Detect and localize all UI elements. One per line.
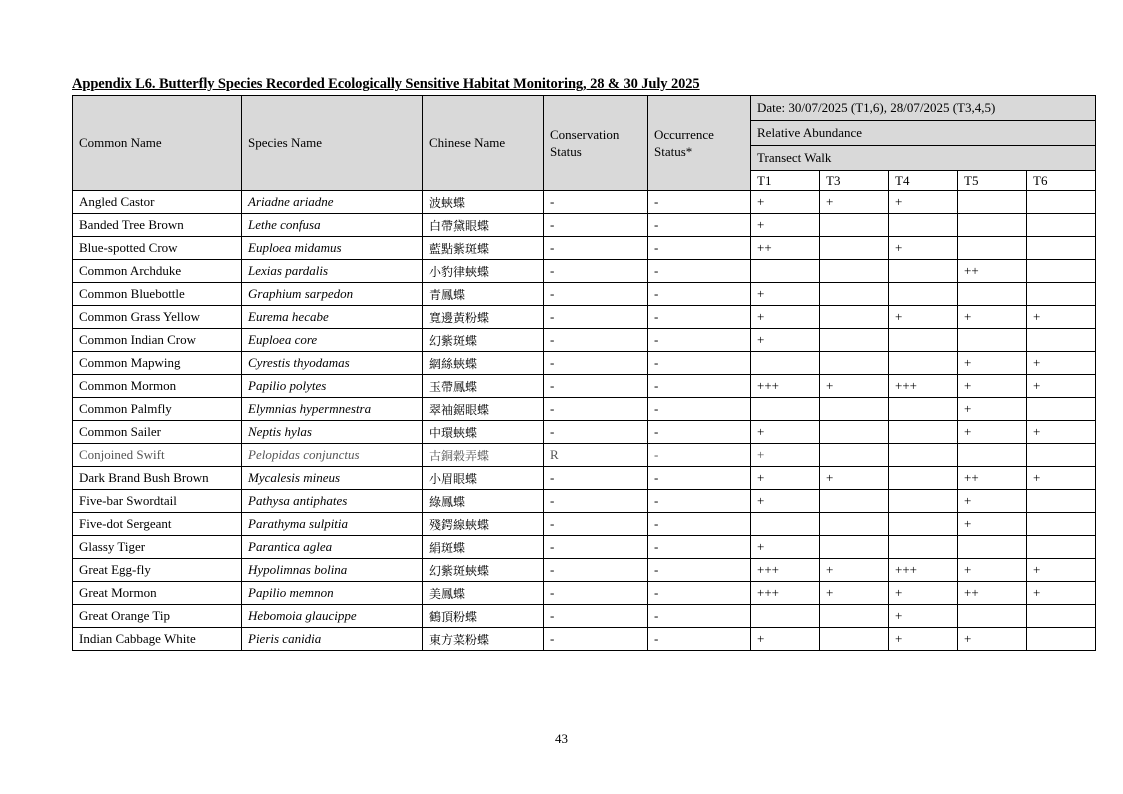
cell-conservation-status: - <box>544 582 648 605</box>
cell-occurrence-status: - <box>648 444 751 467</box>
cell-abundance-t4: +++ <box>889 559 958 582</box>
cell-abundance-t6: + <box>1027 352 1096 375</box>
cell-abundance-t6 <box>1027 260 1096 283</box>
cell-abundance-t1: + <box>751 628 820 651</box>
cell-species-name: Ariadne ariadne <box>242 191 423 214</box>
cell-abundance-t1: +++ <box>751 559 820 582</box>
cell-common-name: Common Bluebottle <box>73 283 242 306</box>
cell-abundance-t3 <box>820 605 889 628</box>
cell-common-name: Dark Brand Bush Brown <box>73 467 242 490</box>
header-chinese-name: Chinese Name <box>423 96 544 191</box>
cell-species-name: Mycalesis mineus <box>242 467 423 490</box>
cell-species-name: Pelopidas conjunctus <box>242 444 423 467</box>
cell-species-name: Pathysa antiphates <box>242 490 423 513</box>
cell-species-name: Graphium sarpedon <box>242 283 423 306</box>
cell-chinese-name: 青鳳蝶 <box>423 283 544 306</box>
header-date: Date: 30/07/2025 (T1,6), 28/07/2025 (T3,4,5) <box>751 96 1096 121</box>
cell-abundance-t4 <box>889 214 958 237</box>
cell-abundance-t4 <box>889 444 958 467</box>
cell-abundance-t3: + <box>820 375 889 398</box>
table-row <box>73 398 1096 421</box>
cell-abundance-t5 <box>958 536 1027 559</box>
cell-chinese-name: 藍點紫斑蝶 <box>423 237 544 260</box>
cell-abundance-t5: ++ <box>958 467 1027 490</box>
cell-species-name: Hypolimnas bolina <box>242 559 423 582</box>
cell-occurrence-status: - <box>648 191 751 214</box>
cell-abundance-t6 <box>1027 214 1096 237</box>
cell-occurrence-status: - <box>648 398 751 421</box>
table-row <box>73 513 1096 536</box>
cell-abundance-t6: + <box>1027 421 1096 444</box>
cell-chinese-name: 寬邊黃粉蝶 <box>423 306 544 329</box>
cell-abundance-t6 <box>1027 191 1096 214</box>
cell-abundance-t1: + <box>751 421 820 444</box>
cell-abundance-t6 <box>1027 490 1096 513</box>
cell-conservation-status: - <box>544 421 648 444</box>
cell-abundance-t3 <box>820 513 889 536</box>
cell-abundance-t5 <box>958 283 1027 306</box>
cell-abundance-t5 <box>958 214 1027 237</box>
cell-chinese-name: 鶴頂粉蝶 <box>423 605 544 628</box>
cell-occurrence-status: - <box>648 329 751 352</box>
cell-occurrence-status: - <box>648 559 751 582</box>
cell-abundance-t1: + <box>751 467 820 490</box>
cell-species-name: Papilio memnon <box>242 582 423 605</box>
header-transect-t4: T4 <box>889 171 958 191</box>
cell-chinese-name: 小眉眼蝶 <box>423 467 544 490</box>
cell-species-name: Neptis hylas <box>242 421 423 444</box>
header-transect-t6: T6 <box>1027 171 1096 191</box>
cell-abundance-t5 <box>958 329 1027 352</box>
cell-common-name: Five-dot Sergeant <box>73 513 242 536</box>
cell-abundance-t4: + <box>889 306 958 329</box>
cell-species-name: Parathyma sulpitia <box>242 513 423 536</box>
cell-conservation-status: - <box>544 536 648 559</box>
cell-occurrence-status: - <box>648 536 751 559</box>
table-row <box>73 582 1096 605</box>
cell-abundance-t1: + <box>751 536 820 559</box>
butterfly-species-table <box>72 95 1096 651</box>
cell-common-name: Common Grass Yellow <box>73 306 242 329</box>
table-row <box>73 444 1096 467</box>
cell-abundance-t6 <box>1027 283 1096 306</box>
cell-abundance-t3 <box>820 421 889 444</box>
cell-abundance-t4 <box>889 283 958 306</box>
cell-species-name: Hebomoia glaucippe <box>242 605 423 628</box>
cell-abundance-t1: + <box>751 490 820 513</box>
cell-common-name: Banded Tree Brown <box>73 214 242 237</box>
header-relative-abundance: Relative Abundance <box>751 121 1096 146</box>
cell-abundance-t1: ++ <box>751 237 820 260</box>
cell-abundance-t3 <box>820 329 889 352</box>
cell-abundance-t4 <box>889 421 958 444</box>
cell-common-name: Common Palmfly <box>73 398 242 421</box>
cell-occurrence-status: - <box>648 513 751 536</box>
cell-species-name: Lethe confusa <box>242 214 423 237</box>
cell-common-name: Great Egg-fly <box>73 559 242 582</box>
table-row <box>73 605 1096 628</box>
header-conservation-status: Conservation Status <box>544 96 648 191</box>
cell-abundance-t6 <box>1027 628 1096 651</box>
cell-conservation-status: - <box>544 605 648 628</box>
cell-common-name: Common Mapwing <box>73 352 242 375</box>
cell-species-name: Euploea midamus <box>242 237 423 260</box>
header-common-name: Common Name <box>73 96 242 191</box>
cell-abundance-t4 <box>889 398 958 421</box>
cell-chinese-name: 東方菜粉蝶 <box>423 628 544 651</box>
cell-abundance-t6 <box>1027 605 1096 628</box>
cell-abundance-t6: + <box>1027 306 1096 329</box>
cell-conservation-status: - <box>544 352 648 375</box>
cell-common-name: Glassy Tiger <box>73 536 242 559</box>
cell-occurrence-status: - <box>648 306 751 329</box>
cell-abundance-t5: + <box>958 398 1027 421</box>
cell-abundance-t6: + <box>1027 582 1096 605</box>
cell-abundance-t5: + <box>958 375 1027 398</box>
cell-abundance-t4 <box>889 352 958 375</box>
cell-abundance-t3 <box>820 490 889 513</box>
cell-common-name: Common Mormon <box>73 375 242 398</box>
cell-abundance-t1: + <box>751 191 820 214</box>
cell-species-name: Cyrestis thyodamas <box>242 352 423 375</box>
table-row <box>73 490 1096 513</box>
cell-chinese-name: 幻紫斑蛺蝶 <box>423 559 544 582</box>
cell-abundance-t6: + <box>1027 559 1096 582</box>
cell-abundance-t5 <box>958 191 1027 214</box>
cell-abundance-t5 <box>958 605 1027 628</box>
cell-abundance-t4: + <box>889 605 958 628</box>
cell-conservation-status: - <box>544 398 648 421</box>
table-row <box>73 375 1096 398</box>
table-row <box>73 260 1096 283</box>
table-row <box>73 283 1096 306</box>
table-body <box>73 191 1096 651</box>
cell-abundance-t3: + <box>820 582 889 605</box>
cell-abundance-t6: + <box>1027 467 1096 490</box>
cell-conservation-status: - <box>544 513 648 536</box>
cell-conservation-status: - <box>544 559 648 582</box>
cell-abundance-t4: + <box>889 191 958 214</box>
cell-abundance-t1 <box>751 605 820 628</box>
cell-species-name: Eurema hecabe <box>242 306 423 329</box>
cell-abundance-t4 <box>889 260 958 283</box>
cell-abundance-t6 <box>1027 536 1096 559</box>
table-row <box>73 329 1096 352</box>
cell-common-name: Common Sailer <box>73 421 242 444</box>
cell-conservation-status: - <box>544 214 648 237</box>
header-transect-t3: T3 <box>820 171 889 191</box>
cell-chinese-name: 綠鳳蝶 <box>423 490 544 513</box>
cell-abundance-t1: + <box>751 444 820 467</box>
cell-occurrence-status: - <box>648 582 751 605</box>
cell-abundance-t5: ++ <box>958 582 1027 605</box>
page-title: Appendix L6. Butterfly Species Recorded Ecologically Sensitive Habitat Monitoring, 28 & 30 July 2025 <box>72 76 700 92</box>
cell-common-name: Common Archduke <box>73 260 242 283</box>
cell-chinese-name: 網絲蛺蝶 <box>423 352 544 375</box>
cell-occurrence-status: - <box>648 628 751 651</box>
cell-occurrence-status: - <box>648 283 751 306</box>
cell-abundance-t1: + <box>751 329 820 352</box>
cell-abundance-t4 <box>889 329 958 352</box>
cell-abundance-t1: +++ <box>751 582 820 605</box>
cell-abundance-t5: + <box>958 513 1027 536</box>
cell-common-name: Indian Cabbage White <box>73 628 242 651</box>
cell-abundance-t4: + <box>889 628 958 651</box>
cell-conservation-status: - <box>544 490 648 513</box>
cell-abundance-t5: + <box>958 421 1027 444</box>
cell-chinese-name: 殘鍔線蛺蝶 <box>423 513 544 536</box>
cell-abundance-t3 <box>820 536 889 559</box>
cell-abundance-t6 <box>1027 329 1096 352</box>
cell-abundance-t1 <box>751 352 820 375</box>
cell-abundance-t3 <box>820 306 889 329</box>
cell-abundance-t6 <box>1027 444 1096 467</box>
cell-abundance-t3 <box>820 628 889 651</box>
cell-abundance-t3 <box>820 283 889 306</box>
cell-species-name: Euploea core <box>242 329 423 352</box>
cell-conservation-status: R <box>544 444 648 467</box>
cell-abundance-t6 <box>1027 513 1096 536</box>
cell-abundance-t5 <box>958 444 1027 467</box>
cell-abundance-t5 <box>958 237 1027 260</box>
cell-conservation-status: - <box>544 628 648 651</box>
cell-abundance-t6: + <box>1027 375 1096 398</box>
cell-species-name: Lexias pardalis <box>242 260 423 283</box>
table-row <box>73 421 1096 444</box>
cell-conservation-status: - <box>544 191 648 214</box>
cell-occurrence-status: - <box>648 375 751 398</box>
cell-common-name: Great Orange Tip <box>73 605 242 628</box>
cell-abundance-t3: + <box>820 559 889 582</box>
cell-conservation-status: - <box>544 260 648 283</box>
cell-abundance-t3 <box>820 398 889 421</box>
cell-occurrence-status: - <box>648 605 751 628</box>
table-row <box>73 352 1096 375</box>
cell-abundance-t4: +++ <box>889 375 958 398</box>
cell-abundance-t3 <box>820 352 889 375</box>
cell-conservation-status: - <box>544 283 648 306</box>
cell-common-name: Common Indian Crow <box>73 329 242 352</box>
cell-chinese-name: 中環蛺蝶 <box>423 421 544 444</box>
table-row <box>73 467 1096 490</box>
header-species-name: Species Name <box>242 96 423 191</box>
table-row <box>73 536 1096 559</box>
cell-abundance-t4: + <box>889 237 958 260</box>
cell-abundance-t5: + <box>958 352 1027 375</box>
cell-abundance-t3 <box>820 214 889 237</box>
cell-occurrence-status: - <box>648 260 751 283</box>
cell-conservation-status: - <box>544 306 648 329</box>
cell-chinese-name: 白帶黛眼蝶 <box>423 214 544 237</box>
table-row <box>73 214 1096 237</box>
cell-chinese-name: 美鳳蝶 <box>423 582 544 605</box>
cell-common-name: Blue-spotted Crow <box>73 237 242 260</box>
cell-chinese-name: 絹斑蝶 <box>423 536 544 559</box>
header-transect-walk: Transect Walk <box>751 146 1096 171</box>
cell-abundance-t3: + <box>820 467 889 490</box>
cell-abundance-t4: + <box>889 582 958 605</box>
cell-common-name: Conjoined Swift <box>73 444 242 467</box>
table-row <box>73 191 1096 214</box>
cell-abundance-t6 <box>1027 398 1096 421</box>
cell-conservation-status: - <box>544 375 648 398</box>
cell-abundance-t1: +++ <box>751 375 820 398</box>
cell-common-name: Great Mormon <box>73 582 242 605</box>
cell-occurrence-status: - <box>648 214 751 237</box>
cell-conservation-status: - <box>544 329 648 352</box>
cell-abundance-t3 <box>820 444 889 467</box>
cell-occurrence-status: - <box>648 352 751 375</box>
cell-chinese-name: 古銅穀弄蝶 <box>423 444 544 467</box>
cell-abundance-t1: + <box>751 283 820 306</box>
cell-species-name: Elymnias hypermnestra <box>242 398 423 421</box>
cell-chinese-name: 幻紫斑蝶 <box>423 329 544 352</box>
cell-abundance-t4 <box>889 536 958 559</box>
page-number: 43 <box>555 731 568 746</box>
cell-common-name: Five-bar Swordtail <box>73 490 242 513</box>
header-transect-t5: T5 <box>958 171 1027 191</box>
header-occurrence-status: Occurrence Status* <box>648 96 751 191</box>
cell-occurrence-status: - <box>648 490 751 513</box>
cell-abundance-t5: + <box>958 306 1027 329</box>
table-row <box>73 306 1096 329</box>
cell-abundance-t1: + <box>751 306 820 329</box>
table-row <box>73 237 1096 260</box>
cell-chinese-name: 玉帶鳳蝶 <box>423 375 544 398</box>
cell-abundance-t1 <box>751 260 820 283</box>
cell-chinese-name: 翠袖鋸眼蝶 <box>423 398 544 421</box>
cell-conservation-status: - <box>544 467 648 490</box>
cell-abundance-t3 <box>820 237 889 260</box>
cell-occurrence-status: - <box>648 237 751 260</box>
cell-occurrence-status: - <box>648 421 751 444</box>
cell-abundance-t1: + <box>751 214 820 237</box>
cell-conservation-status: - <box>544 237 648 260</box>
cell-abundance-t4 <box>889 490 958 513</box>
cell-abundance-t3: + <box>820 191 889 214</box>
cell-abundance-t5: + <box>958 490 1027 513</box>
cell-common-name: Angled Castor <box>73 191 242 214</box>
cell-species-name: Papilio polytes <box>242 375 423 398</box>
cell-abundance-t3 <box>820 260 889 283</box>
cell-chinese-name: 小豹律蛺蝶 <box>423 260 544 283</box>
table-row <box>73 628 1096 651</box>
table-row <box>73 559 1096 582</box>
cell-chinese-name: 波蛺蝶 <box>423 191 544 214</box>
cell-species-name: Pieris canidia <box>242 628 423 651</box>
cell-abundance-t5: + <box>958 559 1027 582</box>
cell-abundance-t5: ++ <box>958 260 1027 283</box>
cell-abundance-t4 <box>889 467 958 490</box>
cell-species-name: Parantica aglea <box>242 536 423 559</box>
cell-abundance-t1 <box>751 513 820 536</box>
cell-abundance-t1 <box>751 398 820 421</box>
header-transect-t1: T1 <box>751 171 820 191</box>
cell-abundance-t5: + <box>958 628 1027 651</box>
cell-abundance-t4 <box>889 513 958 536</box>
cell-abundance-t6 <box>1027 237 1096 260</box>
cell-occurrence-status: - <box>648 467 751 490</box>
